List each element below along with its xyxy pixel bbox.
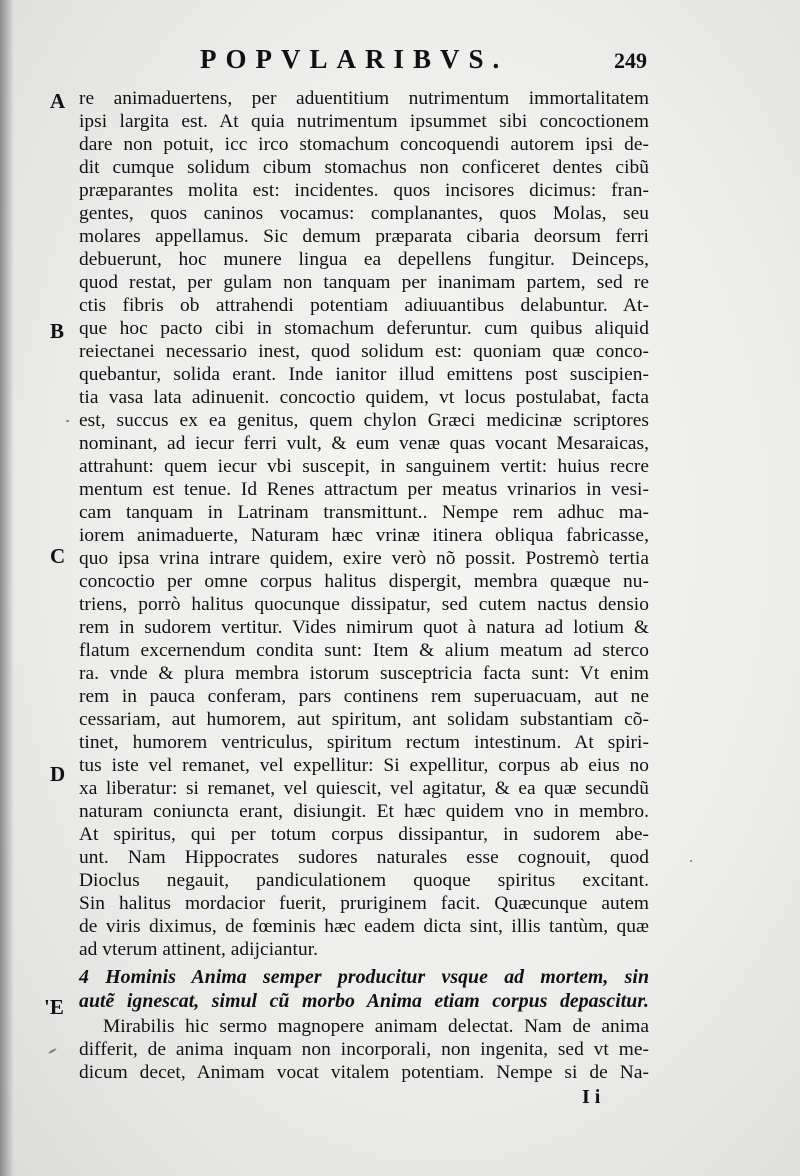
text-line: quebantur, solida erant. Inde ianitor illud emittens post suscipien- xyxy=(79,364,649,385)
text-line: dit cumque solidum cibum stomachus non conficeret dentes cibũ xyxy=(79,157,649,178)
ink-speck xyxy=(48,1048,57,1054)
text-line: Sin halitus mordacior fuerit, pruriginem facit. Quæcunque autem xyxy=(79,893,649,914)
ink-speck xyxy=(690,860,692,862)
text-line: de viris diximus, de fœminis hæc eadem dicta sint, illis tantùm, quæ xyxy=(79,916,649,937)
text-line: molares appellamus. Sic demum præparata cibaria deorsum ferri xyxy=(79,226,649,247)
text-line: tia vasa lata adinuenit. concoctio quidem, vt locus postulabat, facta xyxy=(79,387,649,408)
text-line: rem in pauca conferam, pars continens rem superuacuam, aut ne xyxy=(79,686,649,707)
text-line: cam tanquam in Latrinam transmittunt.. Nempe rem adhuc ma- xyxy=(79,502,649,523)
text-line: ad vterum attinent, adijciantur. xyxy=(79,939,319,960)
text-line: Mirabilis hic sermo magnopere animam delectat. Nam de anima xyxy=(103,1016,649,1037)
text-line: que hoc pacto cibi in stomachum deferuntur. cum quibus aliquid xyxy=(79,318,649,339)
margin-letter-b: B xyxy=(50,319,65,343)
text-line: flatum excernendum condita sunt: Item & alium meatum ad sterco xyxy=(79,640,649,661)
text-line: nominant, ad iecur ferri vult, & eum venæ quas vocant Mesaraicas, xyxy=(79,433,649,454)
text-line: ctis fibris ob attrahendi potentiam adiuuantibus delabuntur. At- xyxy=(79,295,649,316)
text-line: re animaduertens, per aduentitium nutrimentum immortalitatem xyxy=(79,88,649,109)
margin-letter-d: D xyxy=(50,762,66,786)
text-line: tus iste vel remanet, vel expellitur: Si expellitur, corpus ab eius no xyxy=(79,755,649,776)
text-line: reiectanei necessario inest, quod solidum est: quoniam quæ conco- xyxy=(79,341,649,362)
text-line: differit, de anima inquam non incorporali, non ingenita, sed vt me- xyxy=(79,1039,649,1060)
ink-speck xyxy=(66,420,69,422)
text-line: debuerunt, hoc munere lingua ea depellens fungitur. Deinceps, xyxy=(79,249,649,270)
text-line: naturam coniuncta erant, disiungit. Et hæc quidem vno in membro. xyxy=(79,801,649,822)
text-line: gentes, quos caninos vocamus: complanantes, quos Molas, seu xyxy=(79,203,649,224)
text-line: mentum est tenue. Id Renes attractum per meatus vrinarios in vesi- xyxy=(79,479,649,500)
text-line: triens, porrò halitus quocunque dissipatur, sed cutem nactus densio xyxy=(79,594,649,615)
text-line: ipsi largita est. At quia nutrimentum ipsummet sibi concoctionem xyxy=(79,111,649,132)
text-line: est, succus ex ea genitus, quem chylon Græci medicinæ scriptores xyxy=(79,410,649,431)
text-line: Dioclus negauit, pandiculationem quoque spiritus excitant. xyxy=(79,870,649,891)
text-line: cessariam, aut humorem, aut spiritum, ant solidam substantiam cõ- xyxy=(79,709,649,730)
running-head: POPVLARIBVS. xyxy=(200,44,509,74)
text-line: ra. vnde & plura membra istorum susceptricia facta sunt: Vt enim xyxy=(79,663,649,684)
text-line: dare non potuit, icc irco stomachum concoquendi autorem ipsi de- xyxy=(79,134,649,155)
text-line: concoctio per omne corpus halitus dispergit, membra quæque nu- xyxy=(79,571,649,592)
text-line: xa liberatur: si remanet, vel quiescit, vel agitatur, & ea quæ secundũ xyxy=(79,778,649,799)
text-line: quod restat, per gulam non tanquam per inanimam partem, sed re xyxy=(79,272,649,293)
text-line: attrahunt: quem iecur vbi suscepit, in sanguinem vertit: huius recre xyxy=(79,456,649,477)
text-line: unt. Nam Hippocrates sudores naturales esse cognouit, quod xyxy=(79,847,649,868)
page-header xyxy=(0,44,800,80)
page-number: 249 xyxy=(614,48,647,73)
aphorism-heading-line: 4 Hominis Anima semper producitur vsque ad mortem, sin xyxy=(79,966,649,988)
margin-letter-c: C xyxy=(50,544,66,568)
text-line: iorem animaduerte, Naturam hæc vrinæ itinera obliqua fabricasse, xyxy=(79,525,649,546)
text-line: rem in sudorem vertitur. Vides nimirum quot à natura ad lotium & xyxy=(79,617,649,638)
signature-mark: I i xyxy=(582,1086,601,1108)
aphorism-heading-line: autẽ ignescat, simul cũ morbo Anima etiam corpus depascitur. xyxy=(79,990,649,1012)
margin-letter-a: A xyxy=(50,89,66,113)
text-line: At spiritus, qui per totum corpus dissipantur, in sudorem abe- xyxy=(79,824,649,845)
text-line: præparantes molita est: incidentes. quos incisores dicimus: fran- xyxy=(79,180,649,201)
text-line: quo ipsa vrina intrare quidem, exire verò nõ possit. Postremò tertia xyxy=(79,548,649,569)
margin-letter-e: 'E xyxy=(44,995,64,1019)
text-line: tinet, humorem ventriculus, spiritum rectum intestinum. At spiri- xyxy=(79,732,649,753)
text-line: dicum decet, Animam vocat vitalem potentiam. Nempe si de Na- xyxy=(79,1062,649,1083)
